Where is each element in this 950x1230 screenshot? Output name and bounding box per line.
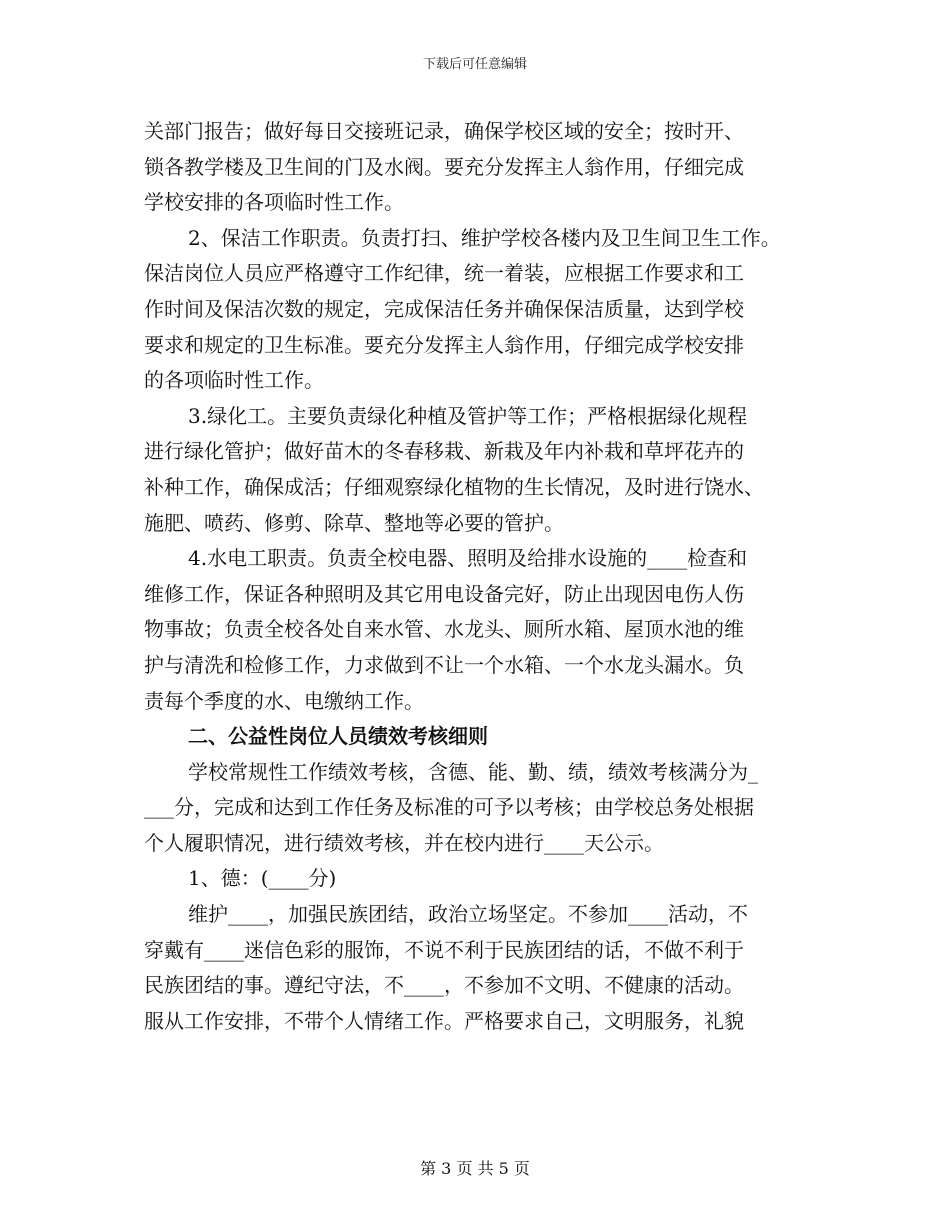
text-line: 维护____，加强民族团结，政治立场坚定。不参加____活动，不 [188, 902, 748, 927]
text-line: 的各项临时性工作。 [144, 368, 324, 393]
text-line: 物事故；负责全校各处自来水管、水龙头、厕所水箱、屋顶水池的维 [144, 617, 744, 642]
text-line: 学校常规性工作绩效考核，含德、能、勤、绩，绩效考核满分为_ [188, 759, 758, 784]
text-line: 1、德：(____分) [188, 866, 337, 891]
text-line: 个人履职情况，进行绩效考核，并在校内进行____天公示。 [144, 830, 664, 855]
text-line: 民族团结的事。遵纪守法，不____，不参加不文明、不健康的活动。 [144, 973, 744, 998]
section-heading: 二、公益性岗位人员绩效考核细则 [188, 724, 488, 749]
text-line: 维修工作，保证各种照明及其它用电设备完好，防止出现因电伤人伤 [144, 581, 744, 606]
text-line: 穿戴有____迷信色彩的服饰，不说不利于民族团结的话，不做不利于 [144, 937, 744, 962]
text-line: 锁各教学楼及卫生间的门及水阀。要充分发挥主人翁作用，仔细完成 [144, 154, 744, 179]
text-line: 学校安排的各项临时性工作。 [144, 190, 404, 215]
document-body [144, 114, 804, 1039]
page-footer: 第 3 页 共 5 页 [420, 1159, 530, 1178]
text-line: 服从工作安排，不带个人情绪工作。严格要求自己，文明服务，礼貌 [144, 1008, 744, 1033]
text-line: ___分，完成和达到工作任务及标准的可予以考核；由学校总务处根据 [144, 795, 754, 820]
text-line: 护与清洗和检修工作，力求做到不让一个水箱、一个水龙头漏水。负 [144, 652, 744, 677]
text-line: 2、保洁工作职责。负责打扫、维护学校各楼内及卫生间卫生工作。 [188, 225, 781, 250]
text-line: 作时间及保洁次数的规定，完成保洁任务并确保保洁质量，达到学校 [144, 296, 744, 321]
text-line: 要求和规定的卫生标准。要充分发挥主人翁作用，仔细完成学校安排 [144, 332, 744, 357]
page-header: 下载后可任意编辑 [422, 57, 527, 72]
text-line: 4.水电工职责。负责全校电器、照明及给排水设施的____检查和 [188, 546, 748, 571]
text-line: 保洁岗位人员应严格遵守工作纪律，统一着装，应根据工作要求和工 [144, 261, 744, 286]
text-line: 施肥、喷药、修剪、除草、整地等必要的管护。 [144, 510, 564, 535]
text-line: 补种工作，确保成活；仔细观察绿化植物的生长情况，及时进行饶水、 [144, 474, 764, 499]
text-line: 关部门报告；做好每日交接班记录，确保学校区域的安全；按时开、 [144, 119, 744, 143]
text-line: 责每个季度的水、电缴纳工作。 [144, 688, 424, 713]
text-line: 进行绿化管护；做好苗木的冬春移栽、新栽及年内补栽和草坪花卉的 [144, 439, 744, 464]
text-line: 3.绿化工。主要负责绿化种植及管护等工作；严格根据绿化规程 [188, 403, 748, 428]
